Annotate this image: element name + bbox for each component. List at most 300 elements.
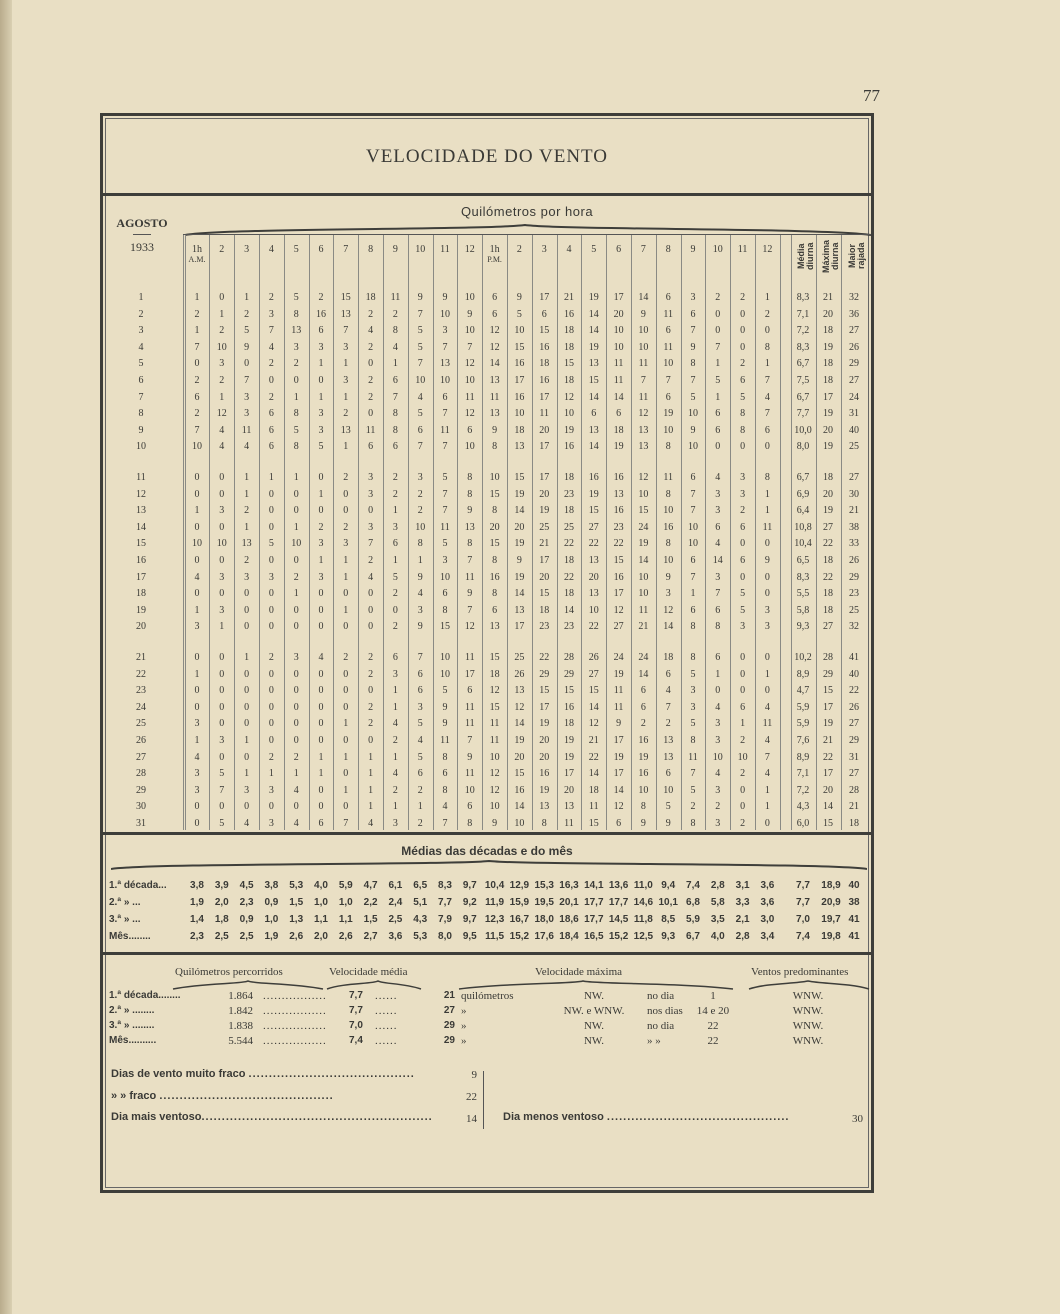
- average-value: 14,5: [608, 914, 629, 925]
- hour-value: 15: [588, 818, 599, 829]
- hour-value: 14: [638, 292, 649, 303]
- hour-value: 6: [740, 701, 746, 713]
- average-value: 2,5: [388, 914, 403, 925]
- hour-value: 1: [318, 358, 324, 370]
- hour-value: 3: [194, 784, 200, 796]
- hour-value: 3: [219, 358, 225, 370]
- hour-value: 0: [219, 588, 225, 600]
- hour-value: 0: [764, 441, 770, 453]
- hour-value: 11: [464, 718, 475, 730]
- hour-value: 10: [192, 538, 202, 550]
- hour-value: 1: [764, 505, 770, 517]
- summary-value: 10,4: [794, 538, 812, 550]
- summary-value: 29: [849, 735, 859, 746]
- hour-value: 2: [392, 588, 398, 600]
- hour-value: 3: [392, 818, 398, 829]
- hour-value: 6: [467, 685, 473, 697]
- hour-value: 6: [740, 555, 746, 566]
- hour-value: 2: [740, 292, 746, 303]
- avg-speed-value: 7,7: [349, 990, 363, 1001]
- average-value: 18,0: [534, 914, 554, 925]
- hour-value: 16: [663, 521, 674, 533]
- hour-value: 0: [244, 801, 250, 813]
- avg-speed-value: 7,7: [349, 1005, 363, 1016]
- hour-value: 19: [514, 735, 525, 746]
- prevailing-wind-heading: Ventos predominantes: [751, 966, 849, 978]
- hour-value: 2: [318, 292, 324, 303]
- hour-value: 11: [390, 292, 401, 303]
- hour-header: 9: [690, 244, 696, 255]
- hour-value: 10: [440, 308, 450, 320]
- hour-value: 18: [539, 604, 550, 616]
- hour-value: 3: [690, 292, 696, 303]
- hour-value: 3: [194, 718, 200, 730]
- hour-value: 15: [489, 652, 500, 663]
- max-speed-value: 29: [443, 1035, 455, 1046]
- title-rule: [103, 193, 871, 196]
- hour-value: 6: [492, 604, 498, 616]
- day-label: 19: [136, 604, 146, 616]
- hour-value: 7: [417, 441, 423, 453]
- hour-value: 6: [740, 521, 746, 533]
- hour-value: 0: [740, 652, 746, 663]
- hour-value: 3: [740, 472, 746, 483]
- hour-value: 0: [715, 685, 721, 697]
- hour-value: 10: [440, 571, 450, 583]
- day-label: 26: [136, 735, 146, 746]
- hour-value: 22: [613, 538, 624, 550]
- hour-value: 10: [489, 751, 500, 763]
- hour-value: 10: [291, 538, 302, 550]
- hour-header: 10: [415, 244, 426, 255]
- hour-value: 11: [663, 341, 673, 353]
- hour-value: 1: [343, 555, 349, 566]
- hour-value: 3: [268, 571, 274, 583]
- average-value: 2,7: [363, 931, 378, 942]
- hour-value: 11: [489, 718, 500, 730]
- day-label: 18: [136, 588, 146, 600]
- summary-value: 17: [823, 768, 833, 780]
- hour-value: 21: [564, 292, 574, 303]
- hour-value: 14: [638, 555, 649, 566]
- average-value: 2,3: [239, 897, 254, 908]
- hour-value: 18: [564, 588, 574, 600]
- hour-value: 7: [442, 341, 448, 353]
- max-speed-direction: NW.: [583, 1035, 605, 1047]
- hour-value: 6: [715, 408, 721, 420]
- hour-value: 4: [665, 685, 671, 697]
- km-value: 1.838: [228, 1020, 253, 1032]
- hour-value: 3: [665, 588, 671, 600]
- hour-value: 12: [514, 701, 525, 713]
- summary-value: 27: [849, 768, 859, 780]
- hour-value: 7: [665, 375, 671, 386]
- hour-value: 3: [368, 472, 374, 483]
- hour-value: 1: [343, 571, 349, 583]
- hour-value: 0: [293, 375, 299, 386]
- hour-value: 6: [442, 768, 448, 780]
- hour-value: 0: [715, 441, 721, 453]
- hour-value: 6: [442, 391, 448, 403]
- max-speed-unit: »: [461, 1035, 467, 1047]
- hour-value: 15: [588, 685, 599, 697]
- hour-value: 2: [368, 652, 374, 663]
- day-label: 15: [136, 538, 146, 550]
- average-summary-value: 18,9: [821, 880, 841, 891]
- hour-value: 14: [588, 308, 599, 320]
- summary-value: 32: [849, 621, 859, 633]
- average-value: 4,0: [710, 931, 725, 942]
- hour-value: 1: [219, 391, 225, 403]
- hour-value: 9: [492, 424, 498, 436]
- hour-value: 15: [539, 325, 550, 337]
- hour-value: 1: [244, 488, 250, 500]
- weak-days-value: 22: [466, 1091, 477, 1103]
- average-value: 4,0: [314, 880, 328, 891]
- summary-value: 18: [823, 604, 833, 616]
- hour-value: 12: [216, 408, 227, 420]
- hour-value: 20: [564, 784, 574, 796]
- average-value: 9,2: [462, 897, 477, 908]
- hour-value: 0: [219, 668, 225, 680]
- average-value: 15,3: [534, 880, 554, 891]
- hour-value: 19: [638, 538, 649, 550]
- hour-value: 8: [665, 488, 671, 500]
- day-label: 24: [136, 701, 146, 713]
- year-label: 1933: [130, 240, 154, 254]
- hour-value: 1: [764, 358, 770, 370]
- average-value: 5,9: [686, 914, 700, 925]
- hour-value: 2: [417, 784, 423, 796]
- hour-value: 11: [762, 718, 773, 730]
- summary-value: 28: [823, 652, 833, 663]
- hour-value: 0: [318, 801, 324, 813]
- summary-value: 29: [823, 668, 833, 680]
- hour-value: 14: [663, 621, 674, 633]
- hour-value: 2: [244, 555, 250, 566]
- hour-value: 12: [489, 784, 500, 796]
- hour-value: 25: [539, 521, 550, 533]
- hour-value: 20: [588, 571, 599, 583]
- average-value: 15,2: [509, 931, 530, 942]
- hour-value: 5: [740, 391, 746, 403]
- hour-value: 0: [268, 621, 274, 633]
- hour-header: 8: [368, 244, 374, 255]
- hour-value: 8: [715, 621, 721, 633]
- hour-value: 0: [392, 604, 398, 616]
- summary-row-label: 3.ª » ........: [109, 1020, 155, 1031]
- hour-value: 15: [564, 358, 574, 370]
- hour-value: 2: [244, 505, 250, 517]
- hour-value: 1: [268, 472, 274, 483]
- summary-value: 29: [849, 358, 859, 370]
- hour-value: 12: [489, 685, 500, 697]
- hour-header-period: P.M.: [487, 255, 502, 264]
- day-label: 27: [136, 751, 146, 763]
- summary-value: 4,3: [796, 801, 810, 813]
- hour-value: 12: [663, 604, 674, 616]
- hour-value: 13: [340, 424, 351, 436]
- hour-value: 1: [715, 668, 721, 680]
- summary-value: 20: [823, 424, 833, 436]
- average-value: 2,5: [214, 931, 229, 942]
- hour-value: 6: [541, 308, 547, 320]
- summary-header: Máxima diurna: [821, 239, 840, 273]
- hour-value: 11: [638, 391, 649, 403]
- day-label: 12: [136, 488, 146, 500]
- hour-value: 10: [415, 521, 426, 533]
- hour-value: 27: [613, 621, 624, 633]
- hour-value: 3: [442, 555, 448, 566]
- hour-value: 2: [392, 735, 398, 746]
- windiest-day-value: 14: [466, 1113, 477, 1125]
- hour-value: 0: [219, 555, 225, 566]
- hour-value: 0: [194, 472, 200, 483]
- hour-value: 4: [392, 341, 398, 353]
- hour-value: 0: [293, 488, 299, 500]
- average-value: 19,5: [534, 897, 554, 908]
- hour-value: 8: [640, 801, 646, 813]
- average-value: 3,0: [760, 914, 775, 925]
- hour-value: 0: [368, 588, 374, 600]
- hour-value: 10: [415, 375, 426, 386]
- summary-value: 41: [849, 652, 859, 663]
- average-value: 5,3: [289, 880, 304, 891]
- hour-value: 8: [417, 538, 423, 550]
- average-summary-value: 41: [848, 931, 860, 942]
- hour-value: 20: [539, 488, 550, 500]
- hour-value: 1: [392, 801, 398, 813]
- hour-value: 5: [293, 424, 299, 436]
- hour-value: 10: [638, 784, 649, 796]
- hour-value: 0: [194, 488, 200, 500]
- hour-value: 3: [690, 701, 696, 713]
- summary-value: 19: [823, 505, 833, 517]
- hour-value: 5: [244, 325, 250, 337]
- hour-value: 0: [268, 604, 274, 616]
- hour-value: 6: [368, 441, 374, 453]
- hour-value: 6: [268, 441, 274, 453]
- hour-value: 1: [293, 768, 299, 780]
- summary-value: 6,4: [796, 505, 810, 517]
- hour-value: 2: [764, 308, 770, 320]
- hour-value: 14: [514, 718, 525, 730]
- hour-value: 7: [690, 375, 696, 386]
- hour-value: 2: [293, 358, 299, 370]
- hour-value: 7: [442, 408, 448, 420]
- hour-value: 22: [588, 621, 599, 633]
- hour-value: 15: [514, 472, 525, 483]
- hour-value: 7: [268, 325, 274, 337]
- hour-value: 7: [690, 505, 696, 517]
- hour-value: 3: [417, 701, 423, 713]
- summary-value: 18: [823, 588, 833, 600]
- hour-value: 4: [764, 735, 770, 746]
- average-value: 8,0: [438, 931, 452, 942]
- hour-value: 3: [244, 571, 250, 583]
- summary-header: Maior rajada: [847, 242, 866, 270]
- hour-value: 8: [764, 472, 770, 483]
- hour-value: 10: [514, 325, 525, 337]
- hour-value: 7: [343, 818, 349, 829]
- hour-value: 4: [417, 735, 423, 746]
- hour-value: 10: [489, 801, 500, 813]
- summary-value: 38: [849, 521, 859, 533]
- hour-value: 8: [492, 441, 498, 453]
- average-value: 2,4: [388, 897, 403, 908]
- hour-value: 22: [539, 652, 550, 663]
- hour-value: 3: [219, 571, 225, 583]
- summary-value: 9,3: [796, 621, 810, 633]
- hour-value: 10: [638, 588, 649, 600]
- hour-value: 9: [442, 292, 448, 303]
- hour-header: 6: [318, 244, 324, 255]
- hour-value: 7: [442, 505, 448, 517]
- hour-value: 10: [514, 818, 525, 829]
- hour-value: 2: [640, 718, 646, 730]
- average-value: 16,5: [584, 931, 604, 942]
- hour-value: 0: [343, 505, 349, 517]
- hour-value: 2: [392, 621, 398, 633]
- hour-value: 19: [564, 751, 574, 763]
- hour-value: 15: [489, 538, 500, 550]
- day-label: 3: [138, 325, 144, 337]
- hour-value: 0: [219, 652, 225, 663]
- hour-value: 8: [467, 472, 473, 483]
- hour-value: 5: [665, 801, 671, 813]
- hour-value: 10: [613, 341, 624, 353]
- hour-value: 0: [244, 701, 250, 713]
- hour-value: 1: [244, 652, 250, 663]
- hour-value: 0: [343, 588, 349, 600]
- hour-value: 13: [588, 424, 599, 436]
- summary-value: 21: [823, 735, 833, 746]
- average-value: 1,1: [314, 914, 328, 925]
- hour-value: 16: [564, 441, 574, 453]
- hour-value: 20: [539, 735, 550, 746]
- hour-value: 3: [343, 341, 349, 353]
- hour-value: 6: [467, 801, 473, 813]
- hour-value: 13: [514, 604, 525, 616]
- hour-value: 9: [442, 701, 448, 713]
- day-label: 5: [138, 358, 144, 370]
- hour-value: 8: [690, 652, 696, 663]
- hour-value: 2: [343, 521, 349, 533]
- hour-value: 17: [539, 391, 550, 403]
- average-summary-value: 7,7: [796, 897, 810, 908]
- hour-value: 7: [417, 308, 423, 320]
- hour-value: 15: [638, 505, 649, 517]
- hour-value: 11: [489, 391, 500, 403]
- leader-dots: ......: [375, 1005, 398, 1017]
- hour-value: 3: [715, 571, 721, 583]
- max-speed-value: 21: [443, 990, 455, 1001]
- averages-title: Médias das décadas e do mês: [401, 844, 573, 858]
- hour-value: 10: [564, 408, 574, 420]
- summary-value: 8,3: [796, 341, 810, 353]
- hour-value: 0: [219, 701, 225, 713]
- summary-value: 18: [823, 325, 833, 337]
- hour-value: 21: [588, 735, 599, 746]
- hour-value: 3: [417, 472, 423, 483]
- day-label: 31: [136, 818, 146, 829]
- summary-value: 10,2: [794, 652, 812, 663]
- hour-value: 22: [588, 751, 599, 763]
- hour-value: 1: [740, 718, 746, 730]
- average-value: 12,3: [484, 914, 505, 925]
- hour-value: 15: [440, 621, 450, 633]
- hour-value: 4: [715, 768, 721, 780]
- hour-value: 7: [467, 555, 473, 566]
- hour-value: 0: [219, 472, 225, 483]
- hour-value: 16: [514, 391, 525, 403]
- hour-value: 5: [442, 685, 448, 697]
- hour-value: 0: [343, 768, 349, 780]
- summary-value: 10,8: [794, 521, 812, 533]
- day-label: 13: [136, 505, 146, 517]
- hour-value: 9: [244, 341, 250, 353]
- hour-value: 13: [440, 358, 450, 370]
- hour-value: 8: [665, 538, 671, 550]
- summary-value: 40: [849, 668, 859, 680]
- summary-value: 18: [823, 472, 833, 483]
- hour-value: 25: [564, 521, 574, 533]
- day-label: 16: [136, 555, 146, 566]
- average-value: 3,6: [760, 880, 775, 891]
- hour-value: 7: [764, 408, 770, 420]
- hour-value: 8: [740, 408, 746, 420]
- hour-value: 2: [740, 505, 746, 517]
- hour-value: 9: [665, 818, 671, 829]
- averages-brace: [111, 860, 867, 870]
- hour-value: 0: [244, 588, 250, 600]
- hour-value: 3: [715, 718, 721, 730]
- hour-value: 9: [467, 505, 473, 517]
- summary-value: 26: [849, 341, 859, 353]
- average-value: 4,5: [239, 880, 254, 891]
- hour-value: 2: [343, 408, 349, 420]
- hour-value: 10: [464, 375, 475, 386]
- hour-value: 2: [715, 292, 721, 303]
- hour-value: 1: [392, 701, 398, 713]
- hour-value: 1: [343, 718, 349, 730]
- hour-value: 22: [564, 538, 574, 550]
- hour-value: 0: [194, 555, 200, 566]
- hour-value: 6: [665, 391, 671, 403]
- hour-value: 4: [219, 424, 225, 436]
- hour-value: 0: [343, 685, 349, 697]
- hour-value: 9: [417, 292, 423, 303]
- hour-value: 1: [715, 358, 721, 370]
- hour-value: 16: [489, 571, 500, 583]
- hour-value: 4: [764, 701, 770, 713]
- hour-value: 11: [440, 735, 450, 746]
- hour-value: 12: [489, 341, 500, 353]
- hour-value: 0: [764, 652, 770, 663]
- hour-value: 1: [343, 751, 349, 763]
- hour-value: 8: [293, 308, 299, 320]
- summary-value: 7,6: [796, 735, 810, 746]
- hour-value: 5: [417, 325, 423, 337]
- hour-header: 2: [219, 244, 225, 255]
- hour-value: 24: [613, 652, 624, 663]
- hour-value: 7: [194, 341, 200, 353]
- summary-value: 17: [823, 391, 833, 403]
- hour-value: 1: [764, 668, 770, 680]
- hour-value: 9: [417, 571, 423, 583]
- hour-value: 4: [244, 441, 250, 453]
- average-value: 2,8: [710, 880, 725, 891]
